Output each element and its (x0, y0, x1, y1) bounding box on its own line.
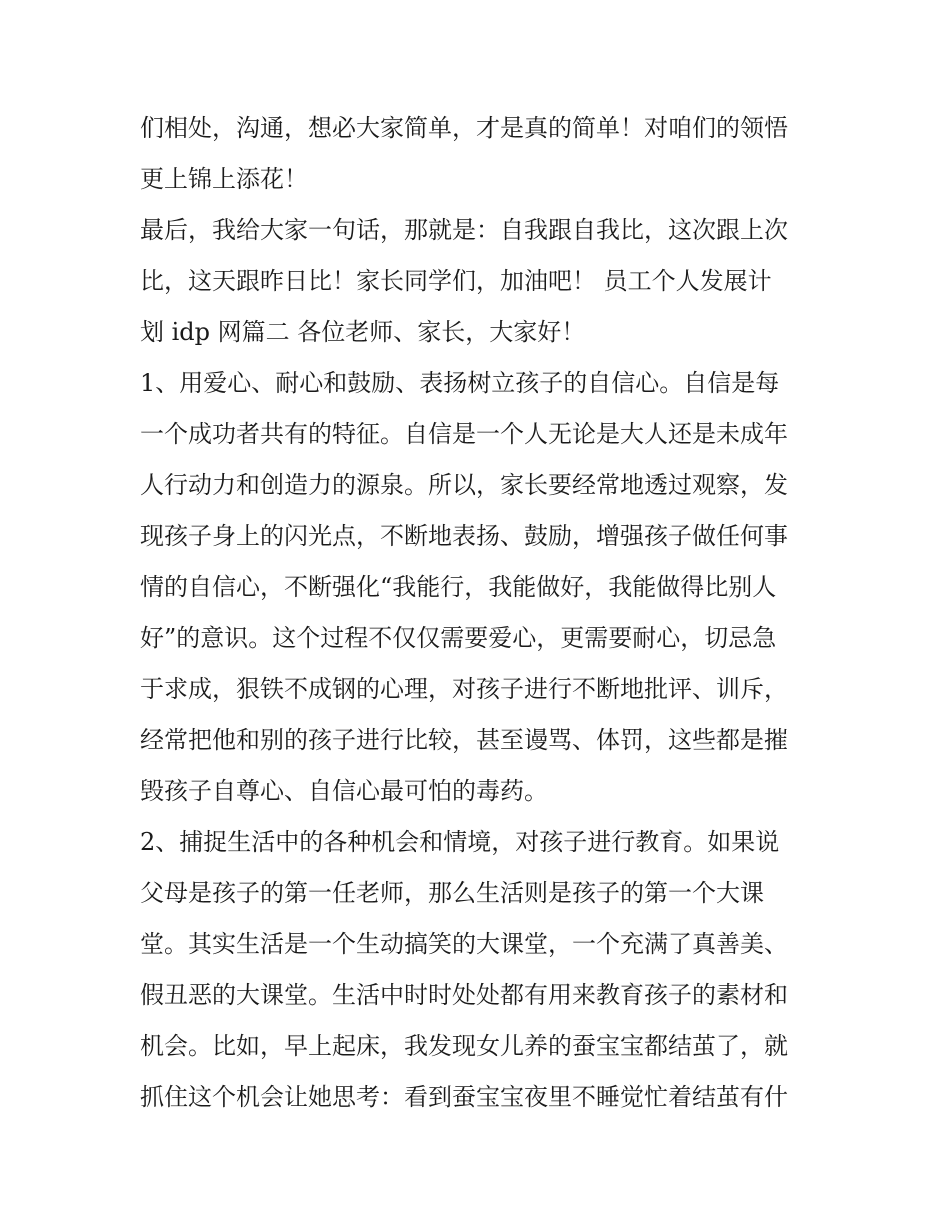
text-line-4: 比，这天跟昨日比！家长同学们，加油吧！ 员工个人发展计 (140, 267, 772, 295)
text-line-18: 假丑恶的大课堂。生活中时时处处都有用来教育孩子的素材和 (140, 981, 788, 1009)
text-line-17: 堂。其实生活是一个生动搞笑的大课堂，一个充满了真善美、 (140, 930, 788, 958)
text-line-11: 好”的意识。这个过程不仅仅需要爱心，更需要耐心，切忌急 (140, 624, 777, 652)
text-line-7: 一个成功者共有的特征。自信是一个人无论是大人还是未成年 (140, 420, 788, 448)
text-line-9: 现孩子身上的闪光点，不断地表扬、鼓励，增强孩子做任何事 (140, 522, 788, 550)
text-line-5: 划 idp 网篇二 各位老师、家长，大家好！ (140, 318, 586, 346)
text-line-15: 2、捕捉生活中的各种机会和情境，对孩子进行教育。如果说 (140, 828, 780, 856)
text-line-1: 们相处，沟通，想必大家简单，才是真的简单！对咱们的领悟 (140, 114, 788, 142)
text-line-20: 抓住这个机会让她思考：看到蚕宝宝夜里不睡觉忙着结茧有什 (140, 1083, 788, 1111)
text-line-2: 更上锦上添花！ (140, 165, 308, 193)
text-line-8: 人行动力和创造力的源泉。所以，家长要经常地透过观察，发 (140, 471, 788, 499)
text-line-13: 经常把他和别的孩子进行比较，甚至谩骂、体罚，这些都是摧 (140, 726, 788, 754)
text-line-10: 情的自信心，不断强化“我能行，我能做好，我能做得比别人 (140, 573, 777, 601)
body-text (140, 103, 820, 1123)
text-line-19: 机会。比如，早上起床，我发现女儿养的蚕宝宝都结茧了，就 (140, 1032, 788, 1060)
text-line-16: 父母是孩子的第一任老师，那么生活则是孩子的第一个大课 (140, 879, 764, 907)
text-line-3: 最后，我给大家一句话，那就是：自我跟自我比，这次跟上次 (140, 216, 788, 244)
text-line-14: 毁孩子自尊心、自信心最可怕的毒药。 (140, 777, 548, 805)
text-line-6: 1、用爱心、耐心和鼓励、表扬树立孩子的自信心。自信是每 (140, 369, 780, 397)
text-line-12: 于求成，狠铁不成钢的心理，对孩子进行不断地批评、训斥， (140, 675, 788, 703)
